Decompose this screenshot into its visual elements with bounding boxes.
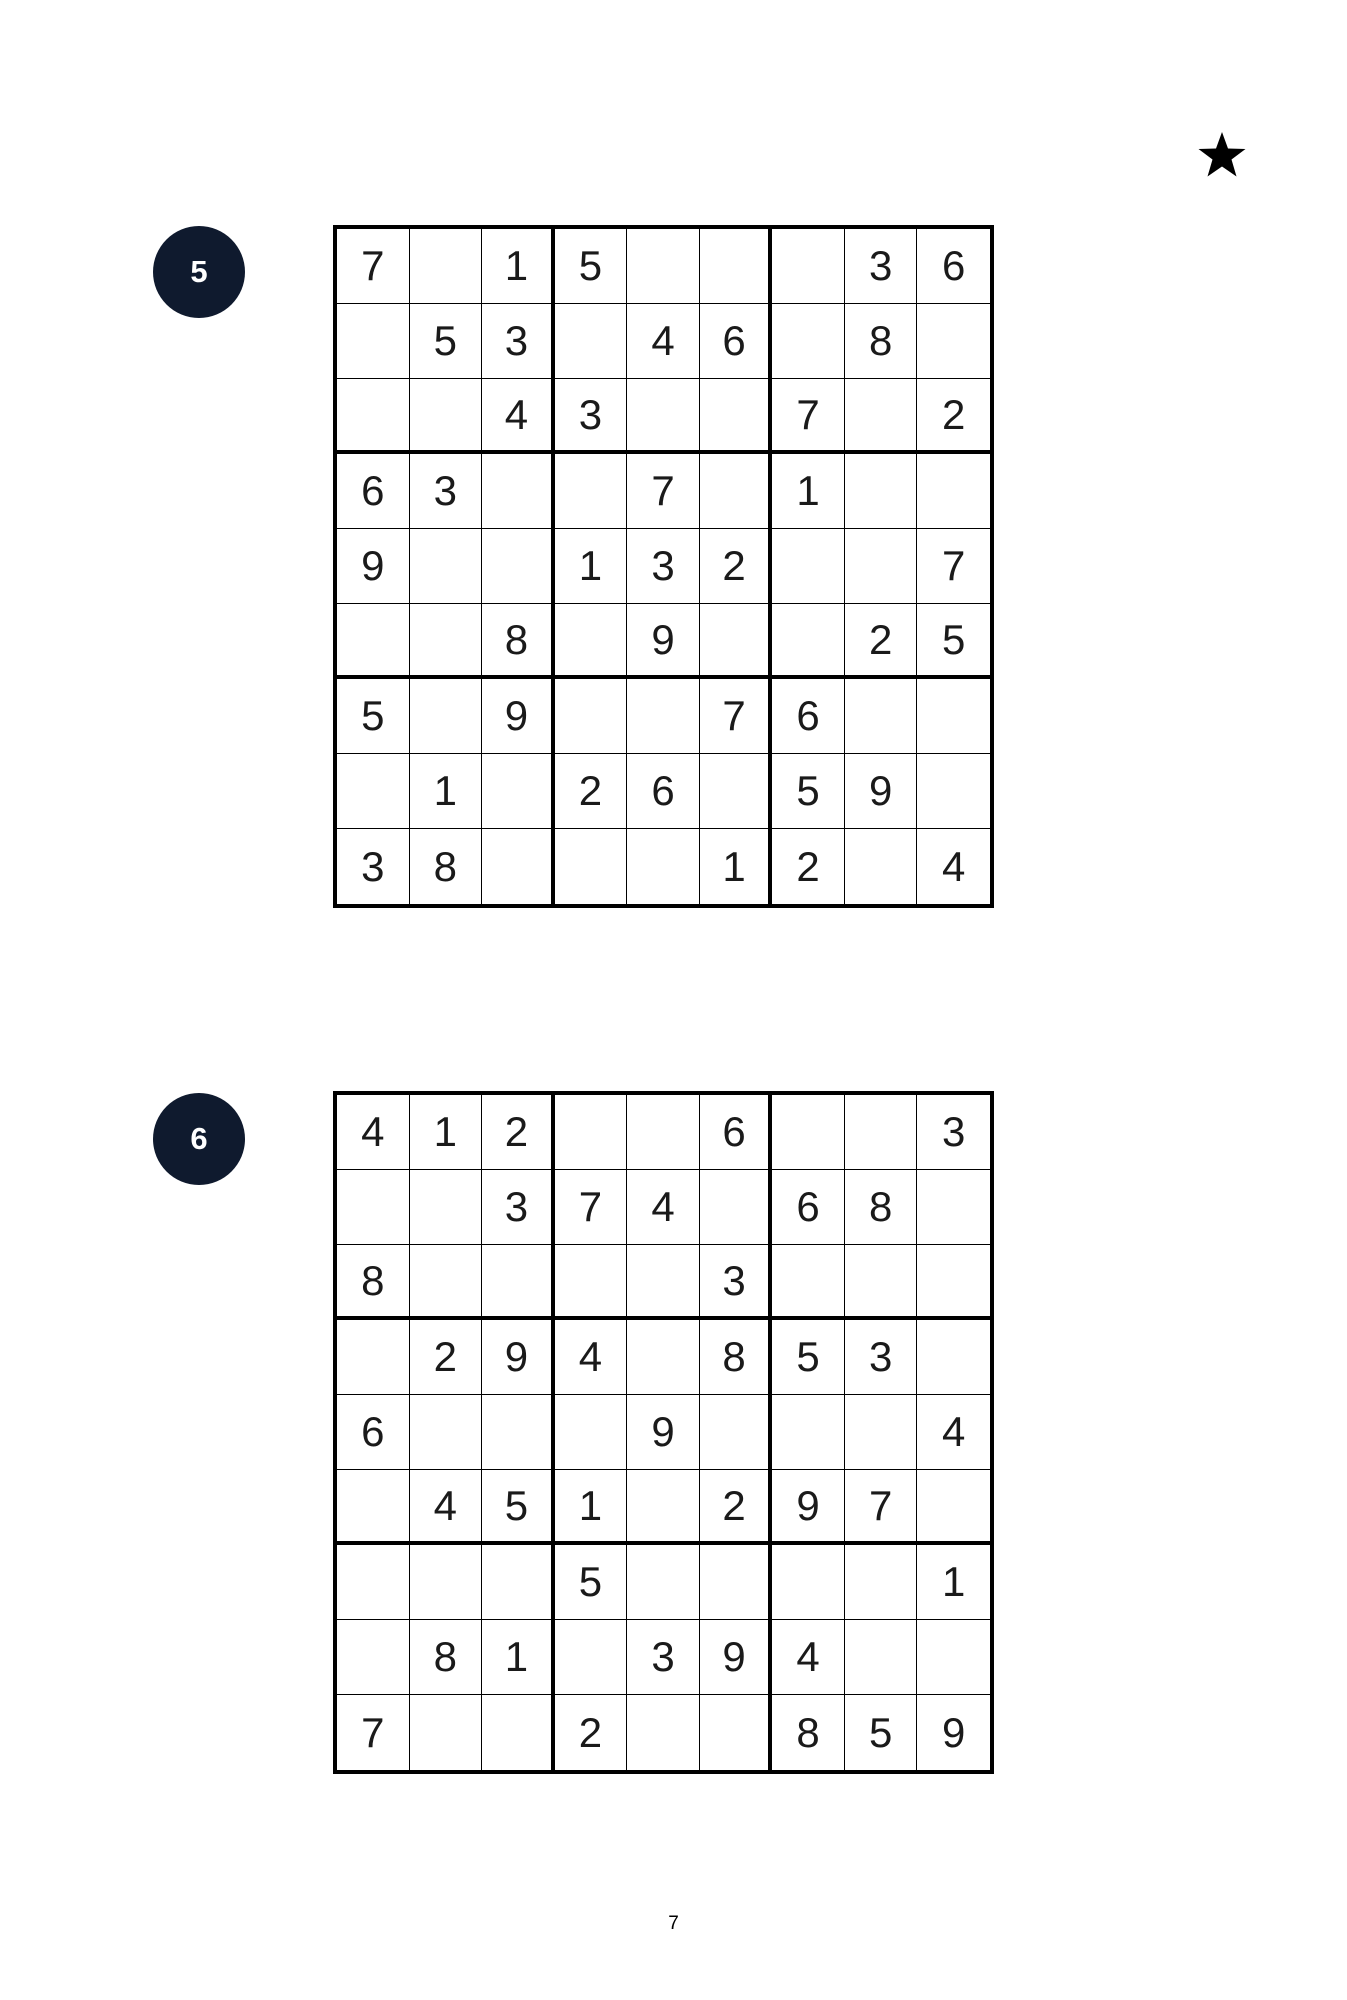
- sudoku-cell[interactable]: [772, 304, 845, 379]
- sudoku-cell[interactable]: [337, 1545, 410, 1620]
- sudoku-cell[interactable]: 7: [700, 679, 773, 754]
- sudoku-cell[interactable]: [410, 1245, 483, 1320]
- sudoku-cell[interactable]: [555, 829, 628, 904]
- sudoku-cell[interactable]: 5: [482, 1470, 555, 1545]
- sudoku-cell[interactable]: 1: [917, 1545, 990, 1620]
- sudoku-cell[interactable]: [917, 679, 990, 754]
- sudoku-cell[interactable]: 4: [627, 304, 700, 379]
- sudoku-cell[interactable]: 7: [845, 1470, 918, 1545]
- sudoku-cell[interactable]: [772, 604, 845, 679]
- sudoku-cell[interactable]: [627, 1095, 700, 1170]
- sudoku-cell[interactable]: 6: [917, 229, 990, 304]
- sudoku-cell[interactable]: [410, 1695, 483, 1770]
- sudoku-cell[interactable]: [845, 1620, 918, 1695]
- sudoku-cell[interactable]: 7: [917, 529, 990, 604]
- sudoku-cell[interactable]: 3: [482, 1170, 555, 1245]
- sudoku-cell[interactable]: [627, 229, 700, 304]
- sudoku-cell[interactable]: 3: [410, 454, 483, 529]
- sudoku-cell[interactable]: 1: [700, 829, 773, 904]
- sudoku-cell[interactable]: 7: [772, 379, 845, 454]
- sudoku-cell[interactable]: 5: [555, 229, 628, 304]
- sudoku-cell[interactable]: 4: [917, 1395, 990, 1470]
- puzzle-number-badge: 5: [153, 226, 245, 318]
- sudoku-cell[interactable]: [410, 529, 483, 604]
- sudoku-cell[interactable]: [337, 1470, 410, 1545]
- sudoku-cell[interactable]: 5: [555, 1545, 628, 1620]
- sudoku-cell[interactable]: [337, 754, 410, 829]
- sudoku-cell[interactable]: [627, 1245, 700, 1320]
- sudoku-cell[interactable]: 1: [555, 529, 628, 604]
- sudoku-cell[interactable]: 1: [410, 1095, 483, 1170]
- sudoku-cell[interactable]: 6: [337, 454, 410, 529]
- sudoku-cell[interactable]: [482, 1245, 555, 1320]
- sudoku-cell[interactable]: 5: [772, 1320, 845, 1395]
- sudoku-cell[interactable]: [772, 1245, 845, 1320]
- sudoku-cell[interactable]: 4: [627, 1170, 700, 1245]
- sudoku-cell[interactable]: [482, 454, 555, 529]
- sudoku-cell[interactable]: 3: [845, 1320, 918, 1395]
- sudoku-cell[interactable]: 8: [772, 1695, 845, 1770]
- sudoku-cell[interactable]: [482, 754, 555, 829]
- sudoku-cell[interactable]: 8: [337, 1245, 410, 1320]
- sudoku-cell[interactable]: [845, 1095, 918, 1170]
- sudoku-cell[interactable]: 9: [627, 1395, 700, 1470]
- sudoku-cell[interactable]: [482, 1545, 555, 1620]
- sudoku-cell[interactable]: [627, 829, 700, 904]
- sudoku-cell[interactable]: 7: [337, 1695, 410, 1770]
- sudoku-cell[interactable]: 4: [482, 379, 555, 454]
- sudoku-cell[interactable]: [917, 1320, 990, 1395]
- sudoku-cell[interactable]: 4: [555, 1320, 628, 1395]
- sudoku-cell[interactable]: [410, 679, 483, 754]
- sudoku-cell[interactable]: 7: [337, 229, 410, 304]
- sudoku-cell[interactable]: 4: [772, 1620, 845, 1695]
- sudoku-cell[interactable]: [627, 1545, 700, 1620]
- sudoku-cell[interactable]: 2: [555, 754, 628, 829]
- sudoku-cell[interactable]: [917, 754, 990, 829]
- sudoku-cell[interactable]: [482, 829, 555, 904]
- sudoku-cell[interactable]: [700, 1545, 773, 1620]
- sudoku-cell[interactable]: [700, 454, 773, 529]
- sudoku-cell[interactable]: 6: [700, 304, 773, 379]
- sudoku-cell[interactable]: [482, 1395, 555, 1470]
- sudoku-cell[interactable]: 8: [845, 304, 918, 379]
- sudoku-cell[interactable]: 9: [942, 1708, 966, 1756]
- sudoku-cell[interactable]: [772, 229, 845, 304]
- sudoku-cell[interactable]: [337, 1320, 410, 1395]
- sudoku-cell[interactable]: [555, 604, 628, 679]
- sudoku-cell[interactable]: [555, 454, 628, 529]
- sudoku-cell[interactable]: [917, 1245, 990, 1320]
- sudoku-cell[interactable]: [772, 1095, 845, 1170]
- sudoku-cell[interactable]: [555, 1620, 628, 1695]
- sudoku-cell[interactable]: 3: [845, 229, 918, 304]
- sudoku-cell[interactable]: [845, 1395, 918, 1470]
- sudoku-cell[interactable]: 6: [772, 1170, 845, 1245]
- sudoku-cell[interactable]: 2: [700, 1470, 773, 1545]
- sudoku-cell[interactable]: 2: [555, 1695, 628, 1770]
- puzzle-number-badge: 6: [153, 1093, 245, 1185]
- sudoku-cell[interactable]: [917, 1170, 990, 1245]
- sudoku-cell[interactable]: [410, 379, 483, 454]
- sudoku-cell[interactable]: [337, 1620, 410, 1695]
- sudoku-cell[interactable]: 9: [337, 529, 410, 604]
- sudoku-cell[interactable]: [700, 1395, 773, 1470]
- sudoku-cell[interactable]: 7: [627, 454, 700, 529]
- sudoku-cell[interactable]: 5: [772, 754, 845, 829]
- sudoku-cell[interactable]: [410, 1545, 483, 1620]
- sudoku-cell[interactable]: [700, 1695, 773, 1770]
- sudoku-cell[interactable]: [700, 1170, 773, 1245]
- sudoku-cell[interactable]: 2: [700, 529, 773, 604]
- sudoku-cell[interactable]: [555, 679, 628, 754]
- sudoku-cell[interactable]: 9: [482, 1320, 555, 1395]
- sudoku-cell[interactable]: 4: [337, 1095, 410, 1170]
- sudoku-cell[interactable]: [337, 304, 410, 379]
- sudoku-cell[interactable]: 8: [482, 604, 555, 679]
- sudoku-cell[interactable]: 1: [410, 754, 483, 829]
- sudoku-cell[interactable]: 9: [627, 604, 700, 679]
- sudoku-cell[interactable]: 5: [917, 604, 990, 679]
- sudoku-cell[interactable]: [337, 379, 410, 454]
- sudoku-cell[interactable]: 2: [845, 604, 918, 679]
- sudoku-grid: [333, 1091, 994, 1774]
- sudoku-cell[interactable]: [482, 1695, 555, 1770]
- sudoku-cell[interactable]: [845, 379, 918, 454]
- sudoku-cell[interactable]: [410, 1170, 483, 1245]
- sudoku-cell[interactable]: 3: [700, 1245, 773, 1320]
- sudoku-cell[interactable]: [772, 1395, 845, 1470]
- sudoku-cell[interactable]: [555, 304, 628, 379]
- sudoku-cell[interactable]: 3: [627, 529, 700, 604]
- sudoku-cell[interactable]: 8: [845, 1170, 918, 1245]
- sudoku-cell[interactable]: [845, 454, 918, 529]
- sudoku-cell[interactable]: 5: [337, 679, 410, 754]
- sudoku-cell[interactable]: [482, 529, 555, 604]
- sudoku-cell[interactable]: [627, 1470, 700, 1545]
- sudoku-cell[interactable]: 3: [337, 829, 410, 904]
- sudoku-cell[interactable]: [337, 1170, 410, 1245]
- sudoku-cell[interactable]: [772, 529, 845, 604]
- sudoku-cell[interactable]: [917, 1620, 990, 1695]
- sudoku-cell[interactable]: [845, 829, 918, 904]
- sudoku-cell[interactable]: 5: [845, 1695, 918, 1770]
- sudoku-cell[interactable]: 1: [772, 454, 845, 529]
- sudoku-cell[interactable]: 1: [555, 1470, 628, 1545]
- sudoku-cell[interactable]: 9: [845, 754, 918, 829]
- sudoku-cell[interactable]: 5: [410, 304, 483, 379]
- sudoku-cell[interactable]: 6: [337, 1395, 410, 1470]
- sudoku-cell[interactable]: 9: [482, 679, 555, 754]
- sudoku-cell[interactable]: [845, 1545, 918, 1620]
- sudoku-cell[interactable]: 1: [482, 1620, 555, 1695]
- sudoku-cell[interactable]: [410, 604, 483, 679]
- sudoku-cell[interactable]: [410, 1395, 483, 1470]
- sudoku-cell[interactable]: 3: [482, 304, 555, 379]
- sudoku-cell[interactable]: 2: [410, 1320, 483, 1395]
- sudoku-cell[interactable]: [555, 1245, 628, 1320]
- sudoku-cell[interactable]: 3: [555, 379, 628, 454]
- sudoku-cell[interactable]: 9: [700, 1620, 773, 1695]
- sudoku-cell[interactable]: 8: [700, 1320, 773, 1395]
- sudoku-cell[interactable]: [700, 754, 773, 829]
- sudoku-cell[interactable]: [845, 529, 918, 604]
- sudoku-cell[interactable]: 2: [917, 379, 990, 454]
- sudoku-cell[interactable]: [555, 1095, 628, 1170]
- sudoku-grid: [333, 225, 994, 908]
- sudoku-cell[interactable]: 6: [772, 679, 845, 754]
- sudoku-cell[interactable]: 3: [917, 1095, 990, 1170]
- sudoku-cell[interactable]: 4: [942, 842, 966, 890]
- sudoku-cell[interactable]: [627, 1695, 700, 1770]
- star-icon: [1197, 130, 1247, 180]
- page-number: 7: [668, 1913, 679, 1934]
- sudoku-cell[interactable]: [700, 379, 773, 454]
- sudoku-cell[interactable]: 3: [627, 1620, 700, 1695]
- sudoku-cell[interactable]: [772, 1545, 845, 1620]
- sudoku-cell[interactable]: 2: [482, 1095, 555, 1170]
- sudoku-cell[interactable]: 6: [627, 754, 700, 829]
- sudoku-cell[interactable]: [337, 604, 410, 679]
- sudoku-cell[interactable]: 8: [410, 1620, 483, 1695]
- sudoku-cell[interactable]: 9: [772, 1470, 845, 1545]
- sudoku-cell[interactable]: [917, 304, 990, 379]
- sudoku-cell[interactable]: [410, 229, 483, 304]
- sudoku-cell[interactable]: 8: [410, 829, 483, 904]
- sudoku-cell[interactable]: 2: [772, 829, 845, 904]
- sudoku-cell[interactable]: [627, 1320, 700, 1395]
- sudoku-cell[interactable]: [700, 229, 773, 304]
- sudoku-cell[interactable]: [627, 379, 700, 454]
- sudoku-cell[interactable]: [555, 1395, 628, 1470]
- sudoku-cell[interactable]: [845, 1245, 918, 1320]
- sudoku-cell[interactable]: [627, 679, 700, 754]
- sudoku-cell[interactable]: [845, 679, 918, 754]
- sudoku-cell[interactable]: [917, 454, 990, 529]
- sudoku-cell[interactable]: 4: [410, 1470, 483, 1545]
- sudoku-cell[interactable]: 7: [555, 1170, 628, 1245]
- sudoku-cell[interactable]: [700, 604, 773, 679]
- sudoku-cell[interactable]: 6: [700, 1095, 773, 1170]
- sudoku-cell[interactable]: [917, 1470, 990, 1545]
- sudoku-cell[interactable]: 1: [482, 229, 555, 304]
